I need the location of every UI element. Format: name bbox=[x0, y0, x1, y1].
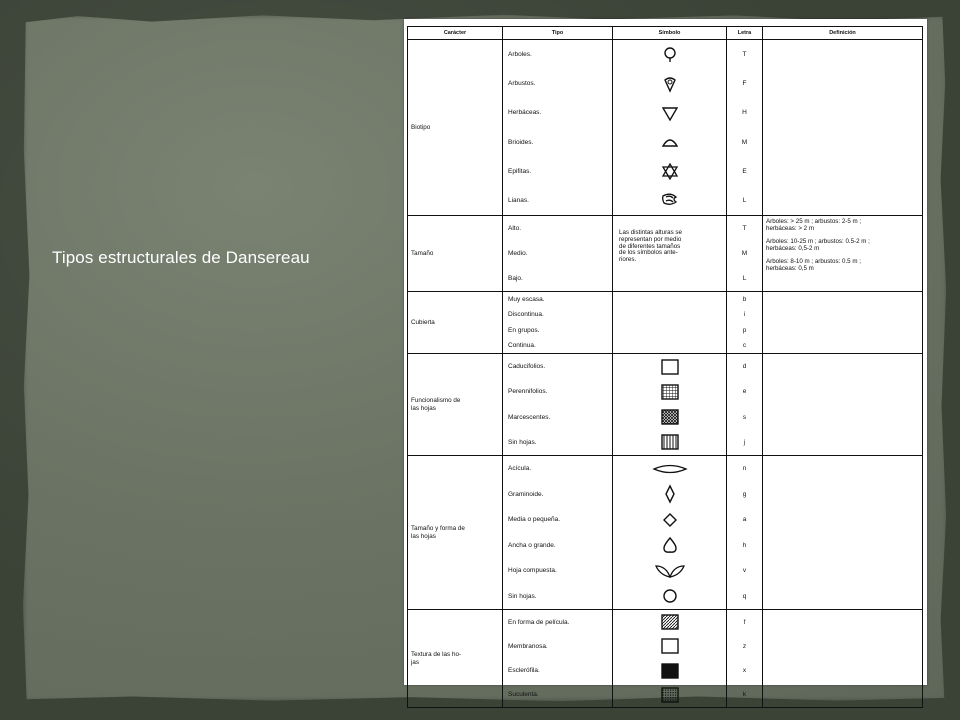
letra-label: T bbox=[742, 225, 747, 232]
tipo-cell bbox=[503, 216, 613, 292]
tipo-label: Marcescentes. bbox=[508, 413, 551, 421]
header-letra: Letra bbox=[727, 27, 763, 40]
letra-label: h bbox=[742, 541, 747, 549]
letra-label: L bbox=[742, 275, 747, 282]
header-tipo: Tipo bbox=[503, 27, 613, 40]
table-group-row bbox=[408, 354, 923, 456]
tipo-label: Sin hojas. bbox=[508, 592, 537, 600]
definicion-cell bbox=[763, 610, 923, 708]
caracter-label: Tamaño bbox=[411, 249, 434, 257]
tipo-label: Alto. bbox=[508, 225, 522, 232]
tipo-label: Membranosa. bbox=[508, 642, 548, 650]
letra-label: M bbox=[741, 250, 748, 257]
simbolo-cell bbox=[613, 610, 727, 708]
letra-cell bbox=[727, 456, 763, 610]
simbolo-cell bbox=[613, 40, 727, 216]
letra-label: c bbox=[742, 341, 747, 349]
table-group-row bbox=[408, 292, 923, 354]
tipo-cell bbox=[503, 456, 613, 610]
header-definicion: Definición bbox=[763, 27, 923, 40]
definicion-text: Arboles: > 25 m ; arbustos: 2-5 m ; herbáceas: > 2 m bbox=[766, 218, 862, 232]
letra-cell bbox=[727, 40, 763, 216]
caracter-label: Funcionalismo de las hojas bbox=[411, 397, 461, 412]
tipo-label: Arboles. bbox=[508, 51, 532, 59]
tipo-label: Perennifolios. bbox=[508, 388, 548, 396]
tipo-label: Continua. bbox=[508, 341, 536, 349]
size-note: Las distintas alturas se representan por medio de diferentes tamaños de los símbolos ante- riores. bbox=[619, 229, 682, 264]
liana-symbol bbox=[660, 192, 680, 208]
tipo-label: Bajo. bbox=[508, 275, 523, 282]
tipo-label: Sin hojas. bbox=[508, 438, 537, 446]
dansereau-table bbox=[407, 26, 923, 708]
tipo-cell bbox=[503, 354, 613, 456]
table-group-row bbox=[408, 216, 923, 292]
membranous-symbol bbox=[660, 638, 680, 654]
simbolo-cell bbox=[613, 456, 727, 610]
tipo-label: En grupos. bbox=[508, 326, 540, 334]
letra-label: i bbox=[743, 311, 746, 319]
caracter-label: Biotipo bbox=[411, 123, 431, 131]
letra-label: n bbox=[742, 465, 747, 473]
tipo-cell bbox=[503, 292, 613, 354]
tipo-label: Epifitas. bbox=[508, 167, 532, 175]
header-simbolo: Símbolo bbox=[613, 27, 727, 40]
letra-label: v bbox=[742, 567, 747, 575]
letra-label: H bbox=[742, 109, 747, 117]
compound-leaf-symbol bbox=[660, 563, 680, 579]
broad-leaf-symbol bbox=[660, 537, 680, 553]
herb-symbol bbox=[660, 105, 680, 121]
letra-label: E bbox=[742, 167, 747, 175]
letra-label: F bbox=[742, 80, 747, 88]
medium-leaf-symbol bbox=[660, 512, 680, 528]
header-caracter: Carácter bbox=[408, 27, 503, 40]
caracter-cell bbox=[408, 354, 503, 456]
definicion-cell bbox=[763, 292, 923, 354]
letra-label: k bbox=[742, 691, 747, 699]
tree-symbol bbox=[660, 47, 680, 63]
caracter-label: Tamaño y forma de las hojas bbox=[411, 525, 465, 540]
tipo-label: Discontinua. bbox=[508, 311, 544, 319]
tipo-label: Lianas. bbox=[508, 196, 529, 204]
letra-label: f bbox=[743, 618, 746, 626]
caracter-label: Cubierta bbox=[411, 318, 435, 326]
scanned-table-image bbox=[404, 19, 927, 699]
table-header-row bbox=[408, 27, 923, 40]
tipo-label: Media o pequeña. bbox=[508, 516, 561, 524]
tipo-label: Ancha o grande. bbox=[508, 541, 556, 549]
letra-label: z bbox=[742, 642, 747, 650]
caracter-cell bbox=[408, 216, 503, 292]
table-group-row bbox=[408, 610, 923, 708]
film-symbol bbox=[660, 614, 680, 630]
caracter-cell bbox=[408, 292, 503, 354]
evergreen-symbol bbox=[660, 384, 680, 400]
definicion-text: Arboles: 8-10 m ; arbustos: 0.5 m ; herbáceas: 0,5 m bbox=[766, 257, 861, 272]
letra-label: p bbox=[742, 326, 747, 334]
letra-label: L bbox=[742, 196, 747, 204]
epiphyte-symbol bbox=[660, 163, 680, 179]
caracter-label: Textura de las ho- jas bbox=[411, 651, 462, 666]
definicion-text: Arboles: 10-25 m ; arbustos: 0.5-2 m ; herbáceas: 0,5-2 m bbox=[766, 237, 870, 252]
letra-label: g bbox=[742, 490, 747, 498]
letra-label: x bbox=[742, 667, 747, 675]
tipo-label: Medio. bbox=[508, 250, 528, 257]
tipo-cell bbox=[503, 610, 613, 708]
no-leaf-symbol bbox=[660, 588, 680, 604]
deciduous-symbol bbox=[660, 359, 680, 375]
table-group-row bbox=[408, 40, 923, 216]
table-group-row bbox=[408, 456, 923, 610]
letra-cell bbox=[727, 354, 763, 456]
simbolo-cell bbox=[613, 354, 727, 456]
shrub-symbol bbox=[660, 76, 680, 92]
tipo-label: Suculenta. bbox=[508, 691, 539, 699]
letra-cell bbox=[727, 610, 763, 708]
simbolo-cell bbox=[613, 292, 727, 354]
letra-label: j bbox=[743, 438, 746, 446]
definicion-cell bbox=[763, 456, 923, 610]
sclerophyll-symbol bbox=[660, 663, 680, 679]
graminoid-symbol bbox=[660, 486, 680, 502]
tipo-label: En forma de película. bbox=[508, 618, 570, 626]
tipo-label: Arbustos. bbox=[508, 80, 536, 88]
tipo-label: Acícula. bbox=[508, 465, 532, 473]
slide-caption: Tipos estructurales de Dansereau bbox=[52, 248, 310, 267]
letra-label: q bbox=[742, 592, 747, 600]
bryoid-symbol bbox=[660, 134, 680, 150]
tipo-label: Caducifolios. bbox=[508, 363, 546, 371]
definicion-cell bbox=[763, 40, 923, 216]
tipo-label: Hoja compuesta. bbox=[508, 567, 557, 575]
letra-label: T bbox=[742, 51, 747, 59]
letra-cell bbox=[727, 292, 763, 354]
definicion-cell bbox=[763, 216, 923, 292]
caracter-cell bbox=[408, 456, 503, 610]
needle-symbol bbox=[660, 461, 680, 477]
tipo-label: Esclerófila. bbox=[508, 667, 540, 675]
caracter-cell bbox=[408, 610, 503, 708]
succulent-symbol bbox=[660, 687, 680, 703]
tipo-cell bbox=[503, 40, 613, 216]
letra-label: b bbox=[742, 296, 747, 304]
letra-label: a bbox=[742, 516, 747, 524]
leafless-symbol bbox=[660, 434, 680, 450]
definicion-cell bbox=[763, 354, 923, 456]
tipo-label: Brioides. bbox=[508, 138, 534, 146]
letra-label: e bbox=[742, 388, 747, 396]
tipo-label: Muy escasa. bbox=[508, 296, 545, 304]
letra-cell bbox=[727, 216, 763, 292]
letra-label: d bbox=[742, 363, 747, 371]
tipo-label: Herbáceas. bbox=[508, 109, 542, 117]
marcescent-symbol bbox=[660, 409, 680, 425]
letra-label: s bbox=[742, 413, 747, 421]
simbolo-cell bbox=[613, 216, 727, 292]
caracter-cell bbox=[408, 40, 503, 216]
letra-label: M bbox=[741, 138, 748, 146]
tipo-label: Graminoide. bbox=[508, 490, 544, 498]
